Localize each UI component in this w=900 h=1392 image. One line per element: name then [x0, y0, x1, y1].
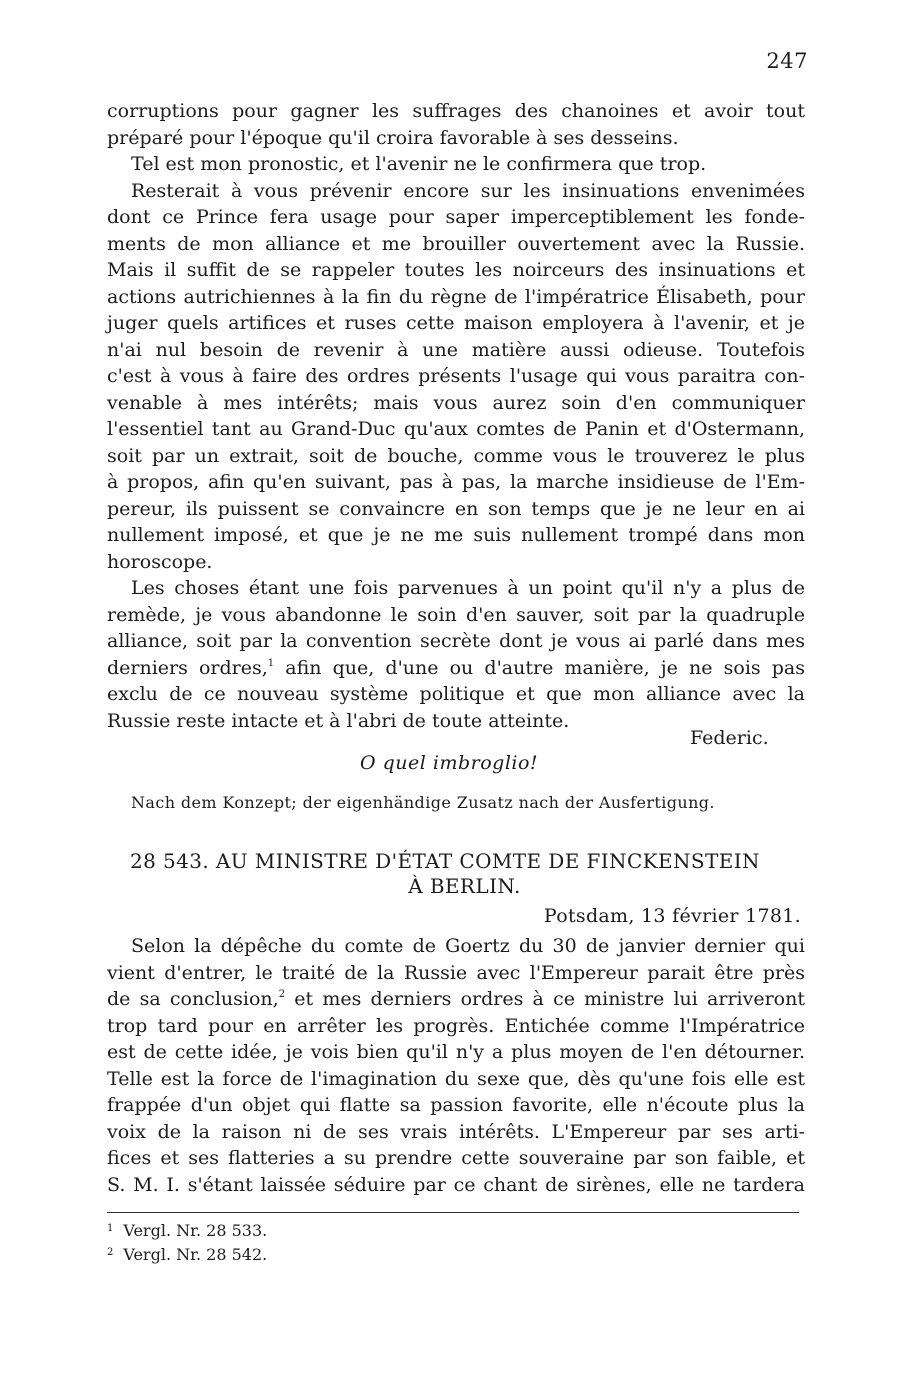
text-line: trop tard pour en arrêter les progrès. Entichée comme l'Impératrice	[107, 1014, 805, 1037]
text-line: Tel est mon pronostic, et l'avenir ne le confirmera que trop.	[131, 153, 707, 175]
footnote-text: Vergl. Nr. 28 533.	[123, 1221, 268, 1240]
text-line: n'ai nul besoin de revenir à une matière aussi odieuse. Toutefois	[107, 338, 805, 361]
text-line: dont ce Prince fera usage pour saper imperceptiblement les fonde-	[107, 206, 805, 228]
dateline: Potsdam, 13 février 1781.	[543, 905, 801, 927]
heading-place: À BERLIN.	[408, 874, 521, 898]
footnote-mark: 2	[107, 1247, 114, 1258]
signature: Federic.	[690, 727, 769, 749]
text-line: soit par un extrait, soit de bouche, comme vous le trouverez le plus	[107, 444, 805, 467]
document-heading	[107, 849, 797, 899]
postscript: O quel imbroglio!	[360, 752, 539, 774]
text-line: Russie reste intacte et à l'abri de toute atteinte.	[107, 709, 570, 732]
text-fragment: et mes derniers ordres à ce ministre lui arriveront	[285, 988, 805, 1010]
text-line: est de cette idée, je vois bien qu'il n'y a plus moyen de l'en détourner.	[107, 1041, 805, 1063]
footnote-reference[interactable]: 2	[278, 989, 286, 1000]
footnote-reference[interactable]: 1	[267, 657, 275, 669]
text-fragment: derniers ordres,	[107, 656, 268, 679]
letter-body	[107, 933, 805, 1198]
text-line: frappée d'un objet qui flatte sa passion favorite, elle n'écoute plus la	[107, 1094, 805, 1116]
text-line-with-footnote	[107, 655, 805, 682]
text-line: pereur, ils puissent se convaincre en son temps que je ne leur en ai	[107, 497, 805, 520]
text-line: corruptions pour gagner les suffrages des chanoines et avoir tout	[107, 100, 805, 122]
source-note: Nach dem Konzept; der eigenhändige Zusatz nach der Ausfertigung.	[131, 793, 715, 812]
footnotes	[107, 1218, 267, 1266]
text-line: nullement imposé, et que je ne me suis nullement trompé dans mon	[107, 524, 805, 546]
text-line: l'essentiel tant au Grand-Duc qu'aux comtes de Panin et d'Ostermann,	[107, 418, 805, 440]
text-line: à propos, afin qu'en suivant, pas à pas, la marche insidieuse de l'Em-	[107, 471, 805, 493]
footnote-divider	[107, 1212, 799, 1213]
text-line: Mais il suffit de se rappeler toutes les noirceurs des insinuations et	[107, 259, 805, 281]
footnote-mark: 1	[107, 1223, 114, 1234]
letter-body-continued	[107, 98, 805, 734]
footnote-2	[107, 1242, 267, 1266]
text-line: Resterait à vous prévenir encore sur les insinuations envenimées	[131, 179, 805, 202]
footnote-text: Vergl. Nr. 28 542.	[123, 1245, 268, 1264]
text-line: préparé pour l'époque qu'il croira favorable à ses desseins.	[107, 126, 679, 149]
text-line: alliance, soit par la convention secrète dont je vous ai parlé dans mes	[107, 630, 805, 652]
text-line: Les choses étant une fois parvenues à un point qu'il n'y a plus de	[131, 577, 805, 599]
text-line: vient d'entrer, le traité de la Russie avec l'Empereur parait être près	[107, 961, 805, 984]
text-line: S. M. I. s'étant laissée séduire par ce chant de sirènes, elle ne tardera	[107, 1173, 805, 1196]
page-number: 247	[766, 49, 808, 73]
text-line: c'est à vous à faire des ordres présents l'usage qui vous paraitra con-	[107, 365, 805, 387]
text-line: voix de la raison ni de ses vrais intérêts. L'Empereur par ses arti-	[107, 1120, 805, 1143]
text-line: Telle est la force de l'imagination du sexe que, dès qu'une fois elle est	[107, 1067, 805, 1090]
text-line: exclu de ce nouveau système politique et que mon alliance avec la	[107, 683, 805, 705]
text-line: Selon la dépêche du comte de Goertz du 30 de janvier dernier qui	[131, 935, 805, 957]
text-fragment: afin que, d'une ou d'autre manière, je ne sois pas	[274, 656, 805, 679]
text-line: fices et ses flatteries a su prendre cette souveraine par son faible, et	[107, 1147, 805, 1169]
footnote-1	[107, 1218, 267, 1242]
heading-title: 28 543. AU MINISTRE D'ÉTAT COMTE DE FINCKENSTEIN	[130, 849, 760, 873]
text-line: venable à mes intérêts; mais vous aurez soin d'en communiquer	[107, 391, 805, 414]
text-line: juger quels artifices et ruses cette maison employera à l'avenir, et je	[107, 312, 805, 334]
text-line: horoscope.	[107, 550, 213, 573]
text-line: remède, je vous abandonne le soin d'en sauver, soit par la quadruple	[107, 603, 805, 626]
text-line-with-footnote	[107, 986, 805, 1013]
text-line: actions autrichiennes à la fin du règne de l'impératrice Élisabeth, pour	[107, 285, 805, 308]
text-fragment: de sa conclusion,	[107, 988, 279, 1010]
text-line: ments de mon alliance et me brouiller ouvertement avec la Russie.	[107, 232, 805, 255]
